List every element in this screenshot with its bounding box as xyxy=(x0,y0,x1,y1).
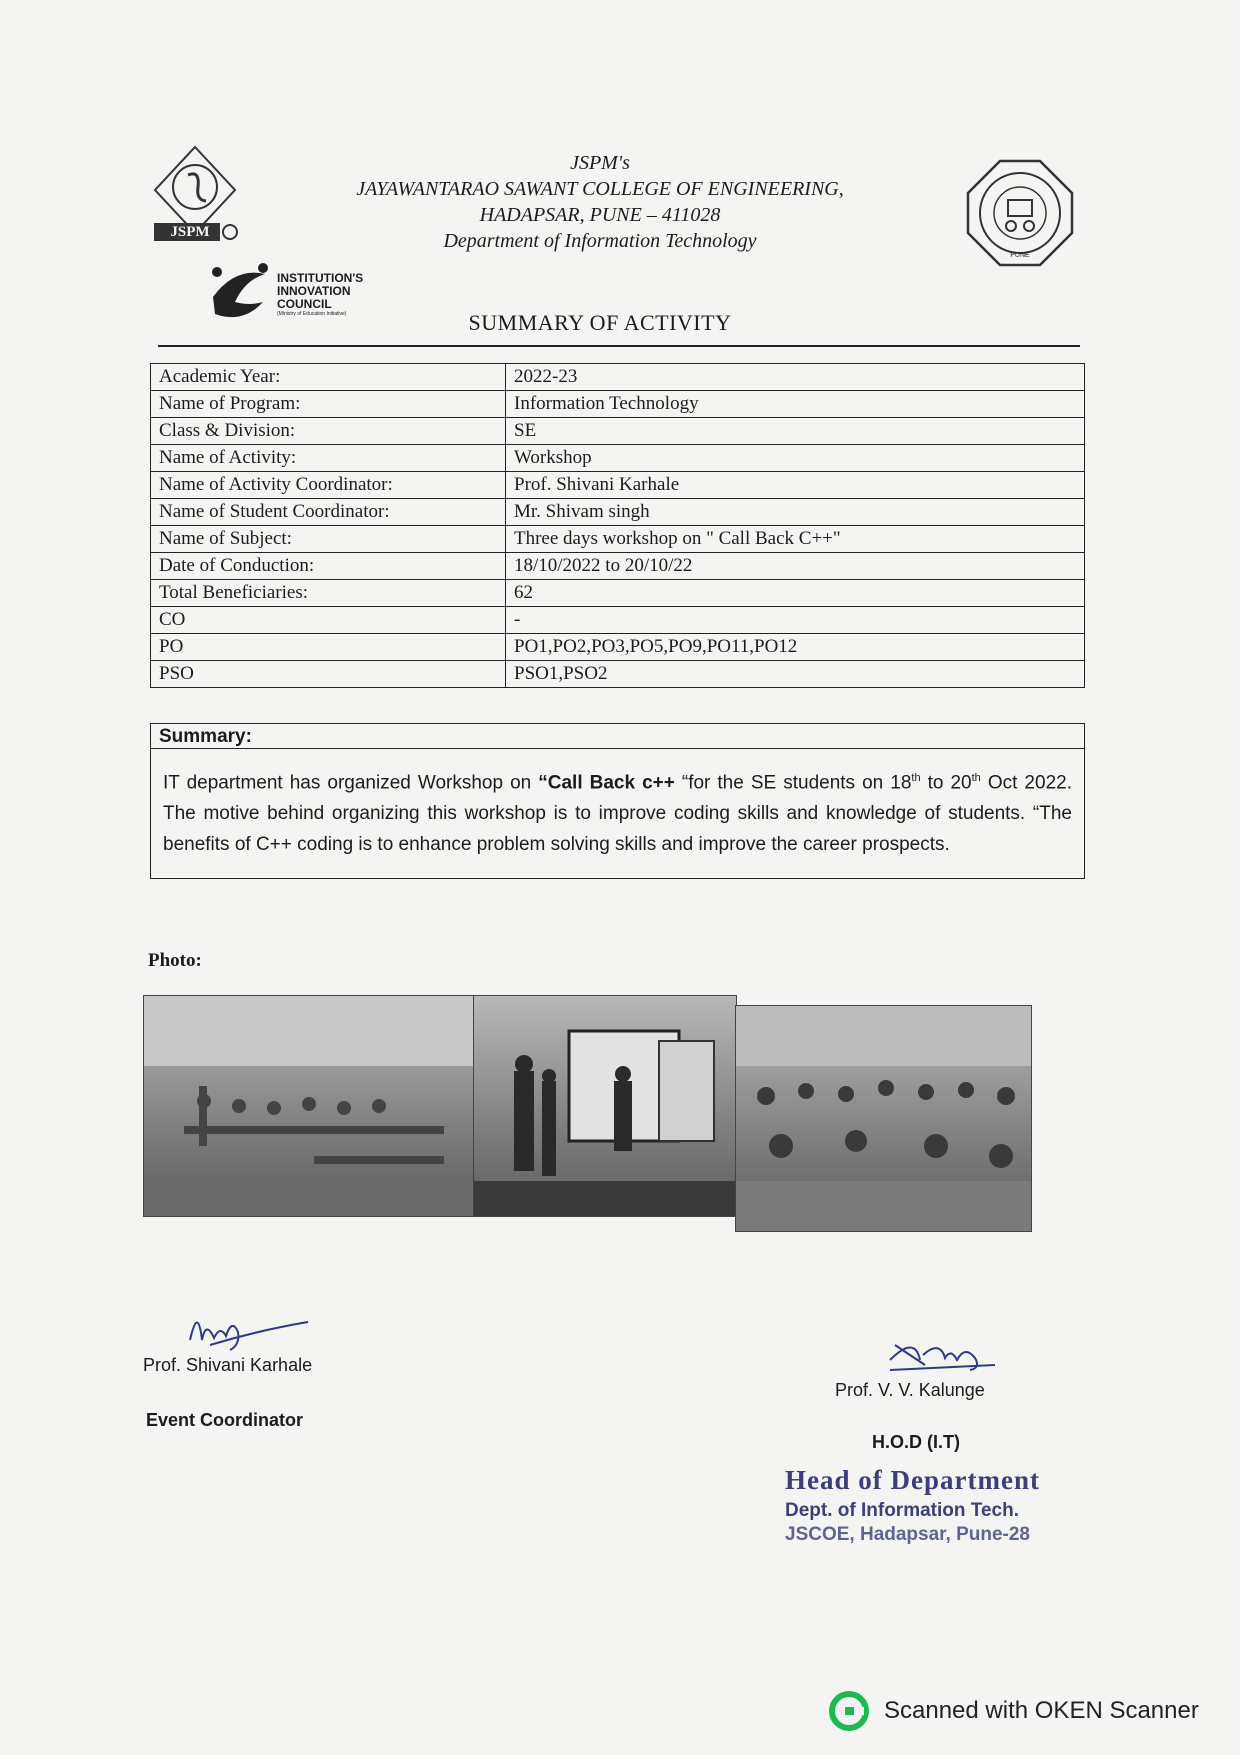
row-label: Name of Program: xyxy=(151,391,506,418)
summary-sup-1: th xyxy=(911,772,921,784)
iic-line-3: COUNCIL xyxy=(277,297,332,311)
college-address: HADAPSAR, PUNE – 411028 xyxy=(479,204,721,226)
hod-stamp xyxy=(785,1465,1040,1546)
summary-part-4: Oct 2022. The motive behind organizing this workshop is to improve coding skills and knowledge of students. “The benefits of C++ coding is to enhance problem solving skills and improve the career prospects. xyxy=(163,772,1072,856)
stamp-line-3: JSCOE, Hadapsar, Pune-28 xyxy=(785,1524,1030,1545)
coordinator-name: Prof. Shivani Karhale xyxy=(143,1355,313,1375)
row-value: Mr. Shivam singh xyxy=(506,499,1085,526)
summary-text xyxy=(150,749,1085,879)
row-value: 62 xyxy=(506,580,1085,607)
row-label: PO xyxy=(151,634,506,661)
summary-sup-2: th xyxy=(971,772,981,784)
scanner-badge xyxy=(828,1690,1199,1732)
summary-heading: Summary: xyxy=(150,723,1085,749)
row-value: - xyxy=(506,607,1085,634)
hod-name: Prof. V. V. Kalunge xyxy=(835,1380,985,1400)
iic-line-2: INNOVATION xyxy=(277,284,351,298)
table-row xyxy=(151,607,1085,634)
table-row xyxy=(151,580,1085,607)
table-row xyxy=(151,661,1085,688)
oken-scanner-icon xyxy=(828,1690,870,1732)
summary-part-2: “for the SE students on 18 xyxy=(674,772,912,794)
workshop-photo-1 xyxy=(143,995,475,1217)
row-value: SE xyxy=(506,418,1085,445)
summary-part-3: to 20 xyxy=(920,772,972,794)
row-value: 2022-23 xyxy=(506,364,1085,391)
row-label: Class & Division: xyxy=(151,418,506,445)
table-row xyxy=(151,472,1085,499)
iic-logo xyxy=(205,262,275,324)
row-label: Name of Subject: xyxy=(151,526,506,553)
summary-bold: “Call Back c++ xyxy=(538,772,675,794)
table-row xyxy=(151,499,1085,526)
hod-role: H.O.D (I.T) xyxy=(872,1432,960,1452)
table-row xyxy=(151,418,1085,445)
scanner-text: Scanned with OKEN Scanner xyxy=(884,1697,1199,1724)
coordinator-role: Event Coordinator xyxy=(146,1410,304,1430)
college-seal xyxy=(965,158,1075,268)
iic-text xyxy=(277,272,363,318)
summary-section xyxy=(150,723,1085,879)
table-row xyxy=(151,634,1085,661)
row-label: CO xyxy=(151,607,506,634)
iic-small: (Ministry of Education Initiative) xyxy=(277,311,347,317)
department-name: Department of Information Technology xyxy=(443,230,757,252)
title-rule xyxy=(158,345,1080,347)
hod-signature xyxy=(885,1330,1005,1380)
stamp-line-2: Dept. of Information Tech. xyxy=(785,1500,1019,1521)
row-label: Name of Activity: xyxy=(151,445,506,472)
table-row xyxy=(151,526,1085,553)
row-label: Date of Conduction: xyxy=(151,553,506,580)
row-value: Information Technology xyxy=(506,391,1085,418)
row-label: Name of Activity Coordinator: xyxy=(151,472,506,499)
activity-table xyxy=(150,363,1085,688)
iic-line-1: INSTITUTION'S xyxy=(277,271,364,285)
row-value: Three days workshop on " Call Back C++" xyxy=(506,526,1085,553)
coordinator-signature xyxy=(180,1300,320,1360)
row-value: Workshop xyxy=(506,445,1085,472)
jspm-logo-text: JSPM xyxy=(170,224,210,240)
row-label: PSO xyxy=(151,661,506,688)
summary-part-1: IT department has organized Workshop on xyxy=(163,772,539,794)
row-value: PSO1,PSO2 xyxy=(506,661,1085,688)
row-label: Total Beneficiaries: xyxy=(151,580,506,607)
college-header xyxy=(280,150,920,254)
org-name: JSPM's xyxy=(570,152,630,174)
row-label: Name of Student Coordinator: xyxy=(151,499,506,526)
row-value: 18/10/2022 to 20/10/22 xyxy=(506,553,1085,580)
table-row xyxy=(151,391,1085,418)
college-seal-text: PUNE xyxy=(1010,252,1030,259)
college-name: JAYAWANTARAO SAWANT COLLEGE OF ENGINEERING, xyxy=(356,178,844,200)
photo-label: Photo: xyxy=(148,950,202,971)
table-row xyxy=(151,553,1085,580)
workshop-photo-3 xyxy=(735,1005,1032,1232)
stamp-line-1: Head of Department xyxy=(785,1465,1040,1495)
table-row xyxy=(151,364,1085,391)
row-value: Prof. Shivani Karhale xyxy=(506,472,1085,499)
table-row xyxy=(151,445,1085,472)
row-value: PO1,PO2,PO3,PO5,PO9,PO11,PO12 xyxy=(506,634,1085,661)
jspm-logo xyxy=(150,145,240,245)
row-label: Academic Year: xyxy=(151,364,506,391)
workshop-photo-2 xyxy=(473,995,737,1217)
page-title: SUMMARY OF ACTIVITY xyxy=(468,310,732,335)
